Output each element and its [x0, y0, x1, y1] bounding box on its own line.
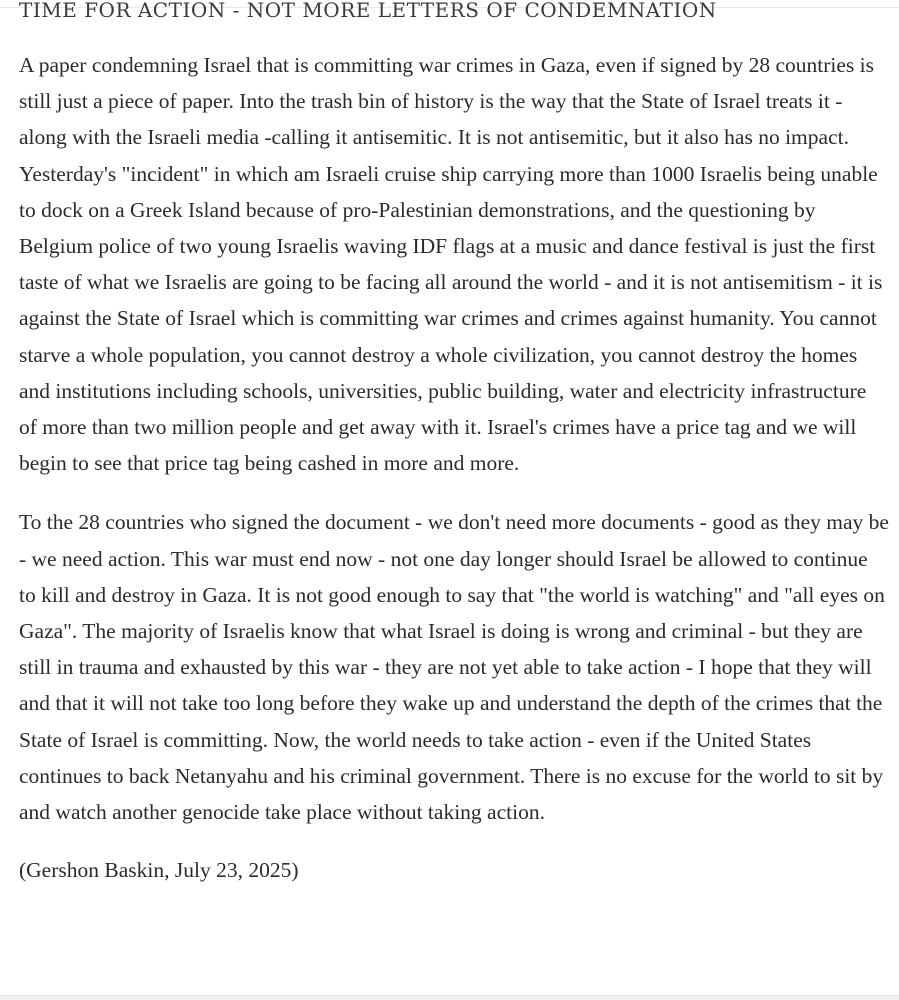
article-body	[19, 0, 889, 888]
bottom-divider	[0, 995, 899, 1000]
paragraph-1: A paper condemning Israel that is committing war crimes in Gaza, even if signed by 28 countries is still just a piece of paper. Into the trash bin of history is the way that the State of Israel treats it - along with the Israeli media -calling it antisemitic. It is not antisemitic, but it also has no impact. Yesterday's "incident" in which am Israeli cruise ship carrying more than 1000 Israelis being unable to dock on a Greek Island because of pro-Palestinian demonstrations, and the questioning by Belgium police of two young Israelis waving IDF flags at a music and dance festival is just the first taste of what we Israelis are going to be facing all around the world - and it is not antisemitism - it is against the State of Israel which is committing war crimes and crimes against humanity. You cannot starve a whole population, you cannot destroy a whole civilization, you cannot destroy the homes and institutions including schools, universities, public building, water and electricity infrastructure of more than two million people and get away with it. Israel's crimes have a price tag and we will begin to see that price tag being cashed in more and more.	[19, 53, 883, 476]
paragraph-2: To the 28 countries who signed the document - we don't need more documents - good as they may be - we need action. This war must end now - not one day longer should Israel be allowed to continue to kill and destroy in Gaza. It is not good enough to say that "the world is watching" and "all eyes on Gaza". The majority of Israelis know that what Israel is doing is wrong and criminal - but they are still in trauma and exhausted by this war - they are not yet able to take action - I hope that they will and that it will not take too long before they wake up and understand the depth of the crimes that the State of Israel is committing. Now, the world needs to take action - even if the United States continues to back Netanyahu and his criminal government. There is no excuse for the world to sit by and watch another genocide take place without taking action.	[19, 510, 889, 825]
author-signature: (Gershon Baskin, July 23, 2025)	[19, 858, 299, 883]
post-title: TIME FOR ACTION - NOT MORE LETTERS OF CONDEMNATION	[19, 0, 717, 22]
